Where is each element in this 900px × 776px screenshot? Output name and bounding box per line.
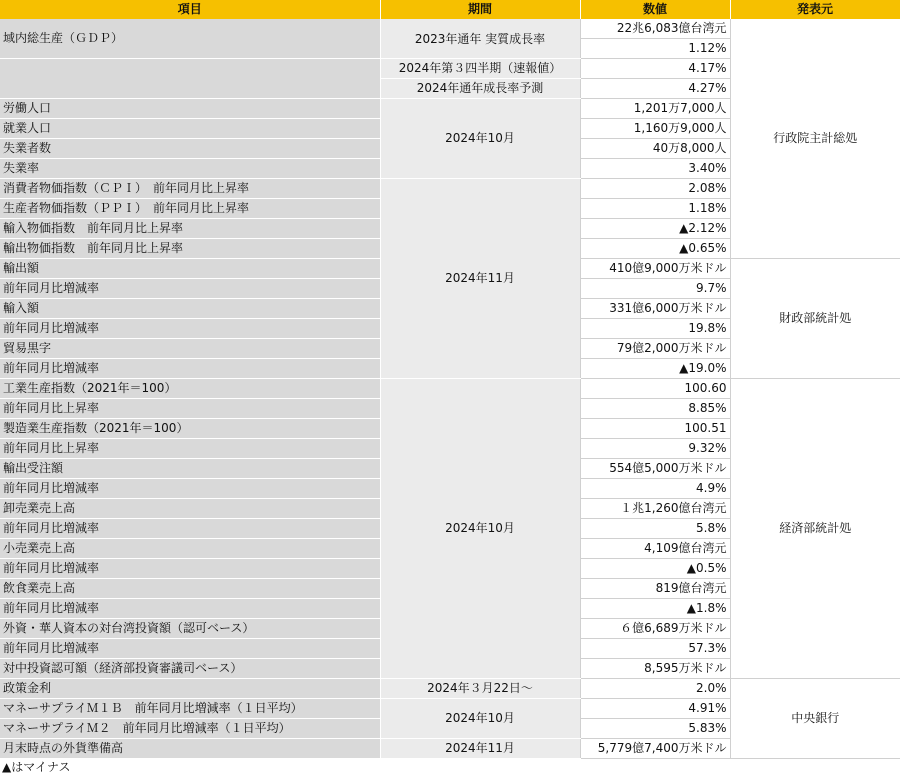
table-row xyxy=(0,679,900,699)
item-cell: 前年同月比増減率 xyxy=(0,559,380,579)
value-cell: 5.8% xyxy=(580,519,730,539)
item-cell: 輸入額 xyxy=(0,299,380,319)
value-cell: 9.7% xyxy=(580,279,730,299)
value-cell: 410億9,000万米ドル xyxy=(580,259,730,279)
item-cell: 生産者物価指数（ＰＰＩ） 前年同月比上昇率 xyxy=(0,199,380,219)
value-cell: 2.0% xyxy=(580,679,730,699)
publisher-cell: 財政部統計処 xyxy=(730,259,900,379)
item-cell: 対中投資認可額（経済部投資審議司ベース） xyxy=(0,659,380,679)
publisher-cell: 経済部統計処 xyxy=(730,379,900,679)
item-cell: 労働人口 xyxy=(0,99,380,119)
item-cell: 輸出物価指数 前年同月比上昇率 xyxy=(0,239,380,259)
header-period: 期間 xyxy=(380,0,580,19)
period-cell: 2024年10月 xyxy=(380,699,580,739)
header-item: 項目 xyxy=(0,0,380,19)
item-cell: 輸出額 xyxy=(0,259,380,279)
value-cell: ▲1.8% xyxy=(580,599,730,619)
item-cell: 前年同月比増減率 xyxy=(0,359,380,379)
value-cell: ▲0.65% xyxy=(580,239,730,259)
item-cell: 小売業売上高 xyxy=(0,539,380,559)
value-cell: 4.9% xyxy=(580,479,730,499)
item-cell: 前年同月比増減率 xyxy=(0,519,380,539)
item-cell: 前年同月比上昇率 xyxy=(0,439,380,459)
table-header-row xyxy=(0,0,900,19)
value-cell: 4.27% xyxy=(580,79,730,99)
header-value: 数値 xyxy=(580,0,730,19)
item-cell: 前年同月比増減率 xyxy=(0,319,380,339)
table-row xyxy=(0,379,900,399)
value-cell: 8,595万米ドル xyxy=(580,659,730,679)
publisher-cell: 中央銀行 xyxy=(730,679,900,759)
value-cell: 1,201万7,000人 xyxy=(580,99,730,119)
value-cell: 19.8% xyxy=(580,319,730,339)
value-cell: ▲19.0% xyxy=(580,359,730,379)
footnote: ▲はマイナス xyxy=(2,760,71,774)
item-cell: 政策金利 xyxy=(0,679,380,699)
value-cell: 5.83% xyxy=(580,719,730,739)
item-cell: 前年同月比増減率 xyxy=(0,279,380,299)
value-cell: 1.12% xyxy=(580,39,730,59)
item-cell: 卸売業売上高 xyxy=(0,499,380,519)
value-cell: 1.18% xyxy=(580,199,730,219)
item-cell: 前年同月比増減率 xyxy=(0,599,380,619)
value-cell: 8.85% xyxy=(580,399,730,419)
item-cell-empty xyxy=(0,59,380,99)
item-cell: 貿易黒字 xyxy=(0,339,380,359)
publisher-cell: 行政院主計総処 xyxy=(730,19,900,259)
value-cell: 9.32% xyxy=(580,439,730,459)
value-cell: ▲0.5% xyxy=(580,559,730,579)
value-cell: 57.3% xyxy=(580,639,730,659)
period-cell: 2024年３月22日～ xyxy=(380,679,580,699)
item-cell: 輸出受注額 xyxy=(0,459,380,479)
item-cell: 工業生産指数（2021年＝100） xyxy=(0,379,380,399)
value-cell: 331億6,000万米ドル xyxy=(580,299,730,319)
value-cell: 819億台湾元 xyxy=(580,579,730,599)
value-cell: 1,160万9,000人 xyxy=(580,119,730,139)
item-cell: 製造業生産指数（2021年＝100） xyxy=(0,419,380,439)
value-cell: 100.60 xyxy=(580,379,730,399)
header-publisher: 発表元 xyxy=(730,0,900,19)
period-cell: 2024年11月 xyxy=(380,739,580,759)
value-cell: 2.08% xyxy=(580,179,730,199)
item-cell: 飲食業売上高 xyxy=(0,579,380,599)
period-cell: 2023年通年 実質成長率 xyxy=(380,19,580,59)
item-cell: 輸入物価指数 前年同月比上昇率 xyxy=(0,219,380,239)
value-cell: 5,779億7,400万米ドル xyxy=(580,739,730,759)
period-cell: 2024年11月 xyxy=(380,179,580,379)
value-cell: 4,109億台湾元 xyxy=(580,539,730,559)
item-cell: 就業人口 xyxy=(0,119,380,139)
item-cell: 外資・華人資本の対台湾投資額（認可ベース） xyxy=(0,619,380,639)
value-cell: 100.51 xyxy=(580,419,730,439)
item-cell: マネーサプライＭ２ 前年同月比増減率（１日平均） xyxy=(0,719,380,739)
value-cell: 4.17% xyxy=(580,59,730,79)
value-cell: ▲2.12% xyxy=(580,219,730,239)
item-cell: マネーサプライＭ１Ｂ 前年同月比増減率（１日平均） xyxy=(0,699,380,719)
item-cell: 前年同月比増減率 xyxy=(0,479,380,499)
period-cell: 2024年通年成長率予測 xyxy=(380,79,580,99)
item-cell: 域内総生産（ＧＤＰ） xyxy=(0,19,380,59)
item-cell: 失業者数 xyxy=(0,139,380,159)
value-cell: 4.91% xyxy=(580,699,730,719)
value-cell: ６億6,689万米ドル xyxy=(580,619,730,639)
period-cell: 2024年10月 xyxy=(380,379,580,679)
value-cell: 79億2,000万米ドル xyxy=(580,339,730,359)
table-row xyxy=(0,19,900,39)
item-cell: 月末時点の外貨準備高 xyxy=(0,739,380,759)
value-cell: 22兆6,083億台湾元 xyxy=(580,19,730,39)
value-cell: 40万8,000人 xyxy=(580,139,730,159)
item-cell: 前年同月比増減率 xyxy=(0,639,380,659)
item-cell: 前年同月比上昇率 xyxy=(0,399,380,419)
period-cell: 2024年第３四半期（速報値） xyxy=(380,59,580,79)
value-cell: 3.40% xyxy=(580,159,730,179)
value-cell: 554億5,000万米ドル xyxy=(580,459,730,479)
item-cell: 失業率 xyxy=(0,159,380,179)
value-cell: １兆1,260億台湾元 xyxy=(580,499,730,519)
item-cell: 消費者物価指数（ＣＰＩ） 前年同月比上昇率 xyxy=(0,179,380,199)
period-cell: 2024年10月 xyxy=(380,99,580,179)
